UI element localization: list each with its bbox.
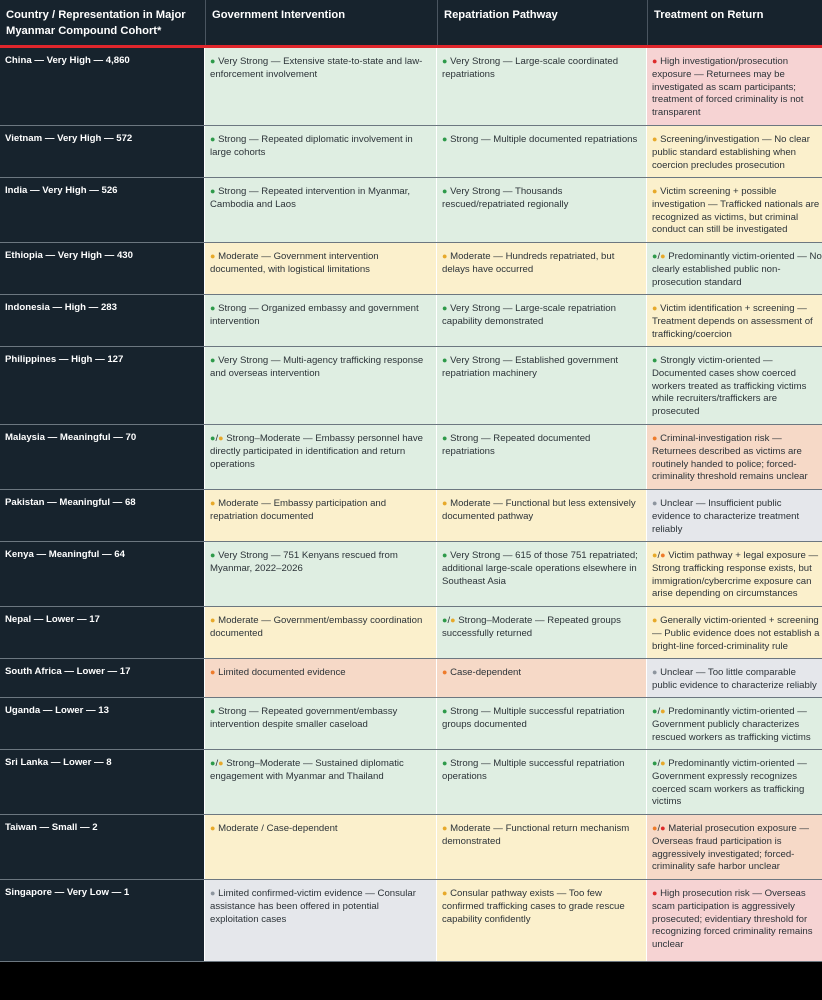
header-repatriation-pathway: Repatriation Pathway <box>444 9 558 21</box>
rating-text: Strong — Multiple successful repatriation operations <box>442 758 625 782</box>
table-row <box>0 698 822 750</box>
rating-text: Strong — Repeated government/embassy intervention despite smaller caseload <box>210 706 398 730</box>
column-divider <box>204 490 205 542</box>
rating-dot-icon: ● <box>652 186 658 196</box>
table-row <box>0 490 822 542</box>
rating-text: Victim pathway + legal exposure — Strong trafficking response exists, but immigration/cybercrime exposure can arise depending on circumstances <box>652 550 819 600</box>
column-divider <box>436 295 437 347</box>
rating-separator: / <box>657 823 661 834</box>
column-divider <box>436 243 437 295</box>
column-divider <box>436 178 437 243</box>
rating-text: Very Strong — Thousands rescued/repatriated regionally <box>442 186 569 210</box>
rating-text: Very Strong — 615 of those 751 repatriated; additional large-scale operations elsewhere in Southeast Asia <box>442 550 638 587</box>
column-divider <box>436 425 437 490</box>
table-row <box>0 48 822 126</box>
government-intervention-cell <box>205 347 436 425</box>
table-row <box>0 178 822 243</box>
country-cell: India — Very High — 526 <box>0 178 204 243</box>
country-cell: Malaysia — Meaningful — 70 <box>0 425 204 490</box>
rating-dot-icon: ● <box>442 251 448 261</box>
column-divider <box>646 295 647 347</box>
column-divider <box>646 347 647 425</box>
table-row <box>0 295 822 347</box>
rating-text: Case-dependent <box>450 667 522 678</box>
column-divider <box>436 126 437 178</box>
treatment-on-return-cell <box>647 178 822 243</box>
treatment-on-return-cell <box>647 815 822 880</box>
repatriation-pathway-cell <box>437 698 646 750</box>
column-divider <box>646 659 647 698</box>
country-cell: Ethiopia — Very High — 430 <box>0 243 204 295</box>
rating-separator: / <box>657 706 661 717</box>
rating-dot-icon: ● <box>652 433 658 443</box>
table-row <box>0 659 822 698</box>
treatment-on-return-cell <box>647 295 822 347</box>
column-divider <box>436 815 437 880</box>
rating-dot-icon: ● <box>652 550 658 560</box>
treatment-on-return-cell <box>647 490 822 542</box>
rating-separator: / <box>657 758 661 769</box>
rating-dot-icon: ● <box>652 251 658 261</box>
rating-dot-icon: ● <box>210 667 216 677</box>
rating-dot-icon: ● <box>652 355 658 365</box>
rating-text: Moderate — Embassy participation and repatriation documented <box>210 498 387 522</box>
rating-text: Generally victim-oriented + screening — Public evidence does not establish a bright-line forced-criminality rule <box>652 615 820 652</box>
rating-dot-icon: ● <box>442 823 448 833</box>
rating-text: Victim identification + screening — Treatment depends on assessment of trafficking/coercion <box>652 303 813 340</box>
country-cell: South Africa — Lower — 17 <box>0 659 204 698</box>
rating-text: Screening/investigation — No clear public standard establishing when coercion precludes prosecution <box>652 134 810 171</box>
rating-text: Criminal-investigation risk — Returnees described as victims are routinely handed to police; forced-criminality threshold remains unclear <box>652 433 808 483</box>
repatriation-pathway-cell <box>437 243 646 295</box>
repatriation-pathway-cell <box>437 178 646 243</box>
repatriation-pathway-cell <box>437 880 646 962</box>
table-row <box>0 815 822 880</box>
column-divider <box>436 880 437 962</box>
rating-dot-icon: ● <box>652 758 658 768</box>
repatriation-pathway-cell <box>437 815 646 880</box>
rating-dot-icon: ● <box>652 888 658 898</box>
government-intervention-cell <box>205 126 436 178</box>
header-treatment-on-return: Treatment on Return <box>654 9 764 21</box>
column-divider <box>646 880 647 962</box>
column-divider <box>436 542 437 607</box>
rating-dot-icon: ● <box>652 303 658 313</box>
column-divider <box>646 48 647 126</box>
header-country: Country / Representation in Major Myanmar Compound Cohort* <box>6 9 186 37</box>
rating-dot-icon: ● <box>210 550 216 560</box>
repatriation-pathway-cell <box>437 750 646 815</box>
country-cell: Philippines — High — 127 <box>0 347 204 425</box>
government-intervention-cell <box>205 542 436 607</box>
column-divider <box>646 698 647 750</box>
table-header <box>0 0 822 46</box>
treatment-on-return-cell <box>647 243 822 295</box>
rating-dot-icon: ● <box>442 498 448 508</box>
government-intervention-cell <box>205 490 436 542</box>
repatriation-pathway-cell <box>437 48 646 126</box>
column-divider <box>204 542 205 607</box>
rating-text: Moderate — Functional but less extensively documented pathway <box>442 498 636 522</box>
column-divider <box>646 490 647 542</box>
column-divider <box>204 48 205 126</box>
rating-dot-icon: ● <box>210 56 216 66</box>
rating-dot-icon: ● <box>210 888 216 898</box>
rating-text: Strong — Repeated intervention in Myanmar, Cambodia and Laos <box>210 186 411 210</box>
country-cell: Sri Lanka — Lower — 8 <box>0 750 204 815</box>
column-divider <box>436 347 437 425</box>
government-intervention-cell <box>205 48 436 126</box>
column-divider <box>436 698 437 750</box>
rating-text: Strong — Multiple documented repatriations <box>450 134 638 145</box>
column-divider <box>204 750 205 815</box>
government-intervention-cell <box>205 425 436 490</box>
rating-text: Unclear — Insufficient public evidence to characterize treatment reliably <box>652 498 800 535</box>
rating-text: Very Strong — Large-scale coordinated repatriations <box>442 56 619 80</box>
column-divider <box>204 607 205 659</box>
rating-dot-icon: ● <box>210 134 216 144</box>
column-divider <box>436 750 437 815</box>
rating-separator: / <box>215 433 219 444</box>
treatment-on-return-cell <box>647 607 822 659</box>
government-intervention-cell <box>205 243 436 295</box>
treatment-on-return-cell <box>647 880 822 962</box>
rating-dot-icon: ● <box>210 355 216 365</box>
country-cell: Singapore — Very Low — 1 <box>0 880 204 962</box>
rating-dot-icon: ● <box>652 498 658 508</box>
row-divider <box>0 961 822 962</box>
column-divider <box>646 542 647 607</box>
country-cell: Nepal — Lower — 17 <box>0 607 204 659</box>
column-divider <box>204 347 205 425</box>
column-divider <box>436 607 437 659</box>
country-cell: Kenya — Meaningful — 64 <box>0 542 204 607</box>
rating-separator: / <box>447 615 451 626</box>
rating-dot-icon: ● <box>652 615 658 625</box>
rating-dot-icon: ● <box>652 56 658 66</box>
rating-dot-icon: ● <box>660 251 666 261</box>
rating-dot-icon: ● <box>450 615 456 625</box>
rating-text: Very Strong — Established government repatriation machinery <box>442 355 619 379</box>
rating-text: Strong–Moderate — Embassy personnel have directly participated in identification and return operations <box>210 433 423 470</box>
rating-dot-icon: ● <box>660 706 666 716</box>
rating-dot-icon: ● <box>210 758 216 768</box>
rating-dot-icon: ● <box>442 550 448 560</box>
rating-text: Consular pathway exists — Too few confirmed trafficking cases to grade rescue capability confidently <box>442 888 625 925</box>
rating-text: Moderate — Government intervention documented, with logistical limitations <box>210 251 379 275</box>
column-divider <box>646 243 647 295</box>
column-divider <box>204 815 205 880</box>
header-government-intervention: Government Intervention <box>212 9 346 21</box>
rating-dot-icon: ● <box>442 433 448 443</box>
country-cell: Indonesia — High — 283 <box>0 295 204 347</box>
repatriation-pathway-cell <box>437 295 646 347</box>
treatment-on-return-cell <box>647 347 822 425</box>
rating-dot-icon: ● <box>218 433 224 443</box>
treatment-on-return-cell <box>647 126 822 178</box>
rating-text: Moderate — Functional return mechanism demonstrated <box>442 823 630 847</box>
rating-text: High investigation/prosecution exposure — Returnees may be investigated as scam participants; treatment of forced criminality is not transparent <box>652 56 804 119</box>
country-cell: China — Very High — 4,860 <box>0 48 204 126</box>
rating-text: Predominantly victim-oriented — No clearly established public non-prosecution standard <box>652 251 822 288</box>
rating-text: Very Strong — Multi-agency trafficking response and overseas intervention <box>210 355 424 379</box>
column-divider <box>646 178 647 243</box>
treatment-on-return-cell <box>647 48 822 126</box>
column-divider <box>646 607 647 659</box>
repatriation-pathway-cell <box>437 126 646 178</box>
rating-text: Moderate — Hundreds repatriated, but delays have occurred <box>442 251 615 275</box>
rating-text: Strong — Multiple successful repatriation groups documented <box>442 706 625 730</box>
government-intervention-cell <box>205 698 436 750</box>
column-divider <box>436 490 437 542</box>
rating-dot-icon: ● <box>652 823 658 833</box>
repatriation-pathway-cell <box>437 490 646 542</box>
rating-dot-icon: ● <box>442 667 448 677</box>
rating-dot-icon: ● <box>652 667 658 677</box>
column-divider <box>436 659 437 698</box>
country-cell: Pakistan — Meaningful — 68 <box>0 490 204 542</box>
column-divider <box>646 425 647 490</box>
rating-text: Strong — Repeated documented repatriations <box>442 433 591 457</box>
rating-text: Strong–Moderate — Repeated groups successfully returned <box>442 615 621 639</box>
table-row <box>0 425 822 490</box>
column-divider <box>646 815 647 880</box>
rating-dot-icon: ● <box>210 186 216 196</box>
rating-dot-icon: ● <box>442 355 448 365</box>
rating-dot-icon: ● <box>442 134 448 144</box>
rating-text: Limited documented evidence <box>218 667 346 678</box>
rating-dot-icon: ● <box>210 823 216 833</box>
repatriation-pathway-cell <box>437 607 646 659</box>
rating-dot-icon: ● <box>442 303 448 313</box>
government-intervention-cell <box>205 880 436 962</box>
repatriation-pathway-cell <box>437 659 646 698</box>
treatment-on-return-cell <box>647 698 822 750</box>
government-intervention-cell <box>205 295 436 347</box>
rating-dot-icon: ● <box>652 134 658 144</box>
column-divider <box>204 880 205 962</box>
column-divider <box>204 295 205 347</box>
table-row <box>0 243 822 295</box>
rating-text: Moderate / Case-dependent <box>218 823 338 834</box>
treatment-on-return-cell <box>647 750 822 815</box>
government-intervention-cell <box>205 750 436 815</box>
table-row <box>0 607 822 659</box>
rating-text: Unclear — Too little comparable public evidence to characterize reliably <box>652 667 817 691</box>
column-divider <box>204 425 205 490</box>
repatriation-pathway-cell <box>437 347 646 425</box>
treatment-on-return-cell <box>647 425 822 490</box>
rating-text: Very Strong — 751 Kenyans rescued from Myanmar, 2022–2026 <box>210 550 398 574</box>
column-divider <box>204 698 205 750</box>
rating-text: Predominantly victim-oriented — Government expressly recognizes coerced scam workers as trafficking victims <box>652 758 807 808</box>
table-row <box>0 347 822 425</box>
rating-dot-icon: ● <box>442 888 448 898</box>
country-cell: Uganda — Lower — 13 <box>0 698 204 750</box>
column-divider <box>436 48 437 126</box>
rating-text: Very Strong — Extensive state-to-state and law-enforcement involvement <box>210 56 423 80</box>
government-intervention-cell <box>205 607 436 659</box>
rating-dot-icon: ● <box>442 186 448 196</box>
rating-text: Victim screening + possible investigation — Trafficked nationals are recognized as victims, but criminal conduct can still be investigated <box>652 186 820 236</box>
column-divider <box>204 126 205 178</box>
rating-dot-icon: ● <box>442 758 448 768</box>
repatriation-pathway-cell <box>437 542 646 607</box>
rating-text: Limited confirmed-victim evidence — Consular assistance has been offered in potential exploitation cases <box>210 888 416 925</box>
table-row <box>0 880 822 962</box>
column-divider <box>646 750 647 815</box>
country-cell: Taiwan — Small — 2 <box>0 815 204 880</box>
government-intervention-cell <box>205 178 436 243</box>
rating-separator: / <box>657 251 661 262</box>
rating-dot-icon: ● <box>210 498 216 508</box>
rating-dot-icon: ● <box>210 251 216 261</box>
rating-text: Strong — Repeated diplomatic involvement in large cohorts <box>210 134 413 158</box>
rating-text: Moderate — Government/embassy coordination documented <box>210 615 423 639</box>
rating-separator: / <box>657 550 661 561</box>
rating-dot-icon: ● <box>660 823 666 833</box>
rating-dot-icon: ● <box>442 615 448 625</box>
rating-dot-icon: ● <box>210 433 216 443</box>
rating-dot-icon: ● <box>210 615 216 625</box>
rating-text: Very Strong — Large-scale repatriation capability demonstrated <box>442 303 616 327</box>
government-intervention-cell <box>205 815 436 880</box>
column-divider <box>204 659 205 698</box>
rating-dot-icon: ● <box>442 706 448 716</box>
rating-dot-icon: ● <box>660 758 666 768</box>
rating-text: Strong — Organized embassy and government intervention <box>210 303 419 327</box>
repatriation-pathway-cell <box>437 425 646 490</box>
table-row <box>0 542 822 607</box>
rating-text: High prosecution risk — Overseas scam participation is aggressively prosecuted; evidentiary threshold for recognizing forced criminality remains unclear <box>652 888 813 951</box>
column-divider <box>204 243 205 295</box>
rating-dot-icon: ● <box>210 706 216 716</box>
table-row <box>0 750 822 815</box>
government-intervention-cell <box>205 659 436 698</box>
rating-dot-icon: ● <box>218 758 224 768</box>
rating-separator: / <box>215 758 219 769</box>
column-divider <box>646 126 647 178</box>
rating-text: Strong–Moderate — Sustained diplomatic engagement with Myanmar and Thailand <box>210 758 404 782</box>
rating-text: Material prosecution exposure — Overseas fraud participation is aggressively investigated; forced-criminality safe harbor unclear <box>652 823 809 873</box>
rating-dot-icon: ● <box>442 56 448 66</box>
column-divider <box>204 178 205 243</box>
treatment-on-return-cell <box>647 542 822 607</box>
table-row <box>0 126 822 178</box>
rating-text: Predominantly victim-oriented — Government publicly characterizes rescued workers as trafficking victims <box>652 706 811 743</box>
rating-dot-icon: ● <box>652 706 658 716</box>
rating-text: Strongly victim-oriented — Documented cases show coerced workers treated as trafficking victims while recruiters/traffickers are prosecuted <box>652 355 807 418</box>
country-cell: Vietnam — Very High — 572 <box>0 126 204 178</box>
rating-dot-icon: ● <box>210 303 216 313</box>
treatment-on-return-cell <box>647 659 822 698</box>
rating-dot-icon: ● <box>660 550 666 560</box>
